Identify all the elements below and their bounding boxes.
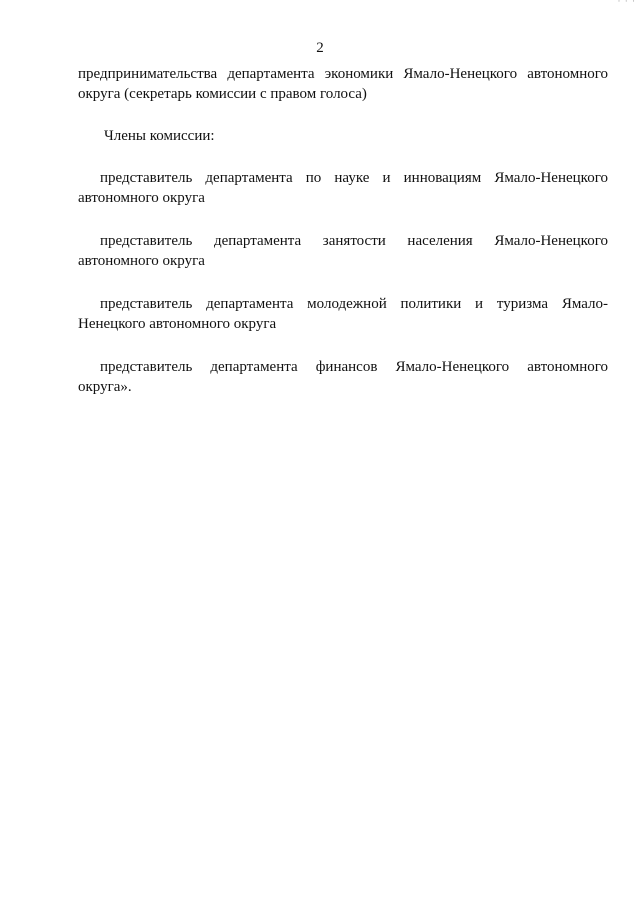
- document-body: [78, 64, 608, 420]
- member-item-science: представитель департамента по науке и инновациям Ямало-Ненецкого автономного округа: [78, 170, 608, 206]
- member-item-youth-tourism: представитель департамента молодежной политики и туризма Ямало-Ненецкого автономного округа: [78, 296, 608, 332]
- intro-paragraph: предпринимательства департамента экономики Ямало-Ненецкого автономного округа (секретарь комиссии с правом голоса): [78, 66, 608, 102]
- members-heading: Члены комиссии:: [104, 128, 215, 144]
- corner-mark: · · ·: [617, 0, 636, 6]
- member-item-finance: представитель департамента финансов Ямало-Ненецкого автономного округа».: [78, 359, 608, 395]
- member-item-employment: представитель департамента занятости населения Ямало-Ненецкого автономного округа: [78, 233, 608, 269]
- page-number: 2: [316, 40, 324, 56]
